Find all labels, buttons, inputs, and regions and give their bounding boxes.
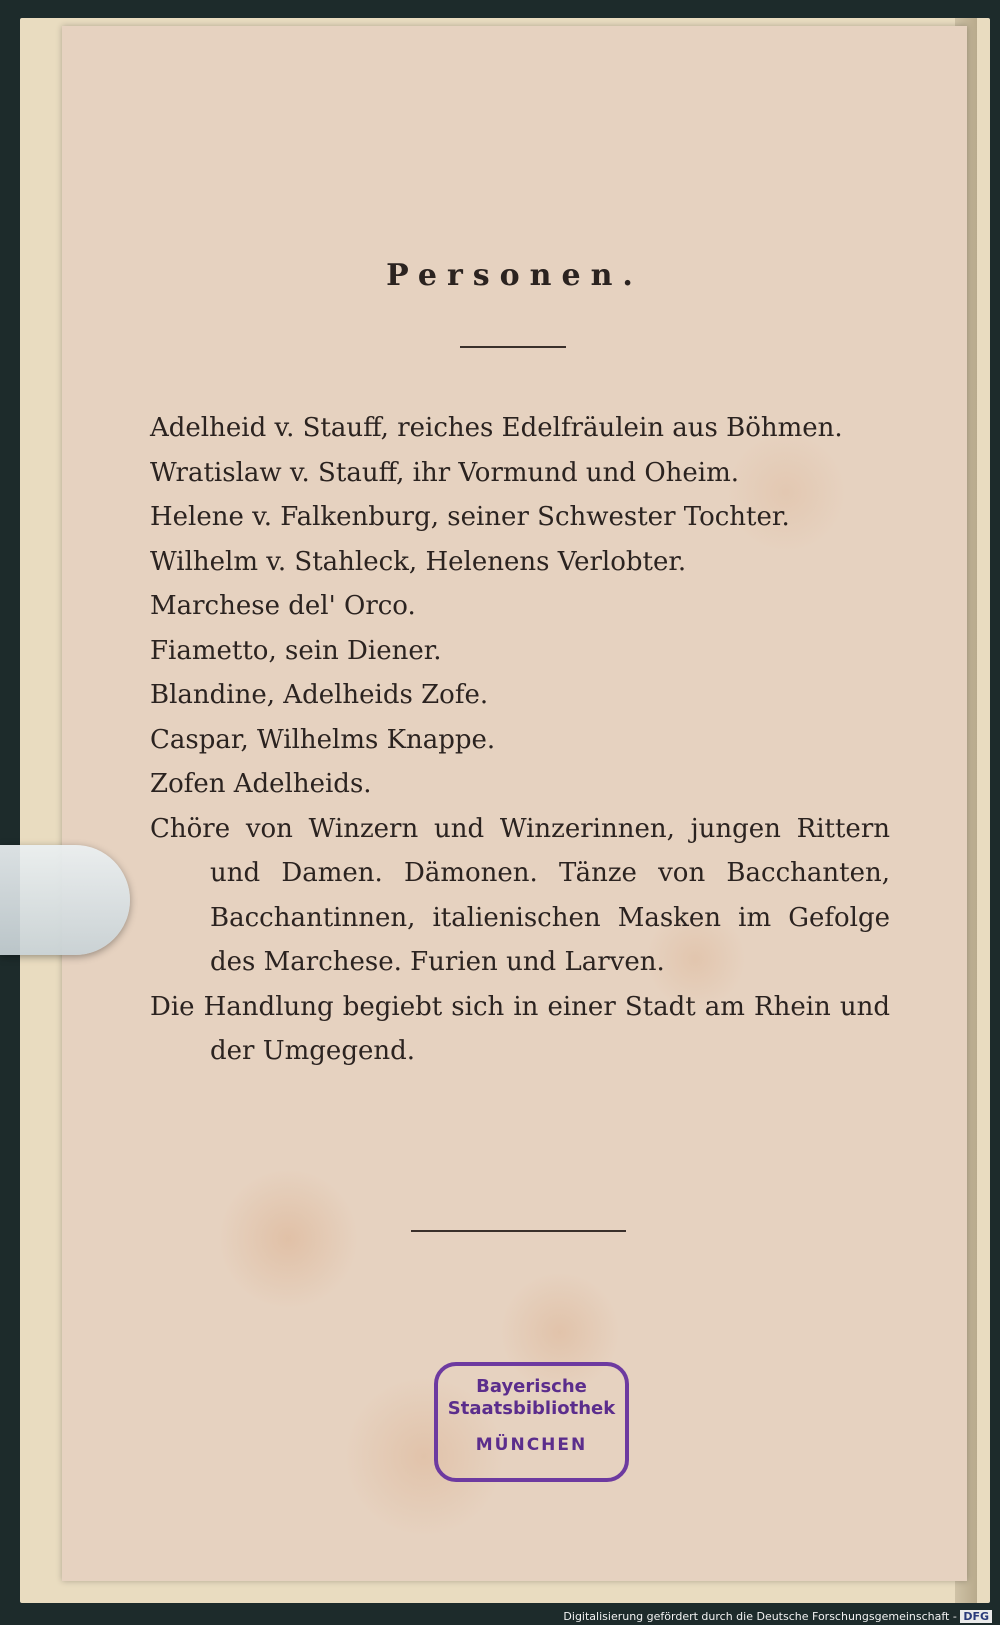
stamp-line: MÜNCHEN [475,1435,588,1455]
cast-list [150,406,890,1074]
cast-entry: Zofen Adelheids. [150,769,372,799]
footer-text: Digitalisierung gefördert durch die Deutsche Forschungsgemeinschaft - [563,1610,957,1623]
stamp-line: Bayerische [476,1376,587,1397]
divider-top [460,346,566,348]
digitization-footer [563,1610,992,1623]
cast-entry: Blandine, Adelheids Zofe. [150,680,489,710]
setting-note: Die Handlung begiebt sich in einer Stadt am Rhein und der Umgegend. [150,991,890,1066]
cast-entry: Caspar, Wilhelms Knappe. [150,724,496,755]
cast-entry: Helene v. Falkenburg, seiner Schwester Tochter. [150,502,790,532]
cast-entry: Wratislaw v. Stauff, ihr Vormund und Oheim. [150,457,739,488]
stamp-line: Staatsbibliothek [447,1398,616,1419]
divider-bottom [411,1230,626,1232]
cast-entry: Adelheid v. Stauff, reiches Edelfräulein aus Böhmen. [150,413,843,443]
page-clip [0,845,130,955]
cast-entry: Wilhelm v. Stahleck, Helenens Verlobter. [150,546,687,577]
book-page [62,26,967,1581]
cast-entry: Chöre von Winzern und Winzerinnen, jungen Rittern und Damen. Dämonen. Tänze von Bacchanten, Bacchantinnen, italienischen Masken im Gefolge des Marchese. Furien und Larven. [150,813,890,977]
page-title: Personen. [386,258,643,293]
cast-entry: Fiametto, sein Diener. [150,635,442,666]
dfg-badge: DFG [960,1610,992,1623]
library-stamp [434,1362,629,1482]
cast-entry: Marchese del' Orco. [150,591,416,621]
